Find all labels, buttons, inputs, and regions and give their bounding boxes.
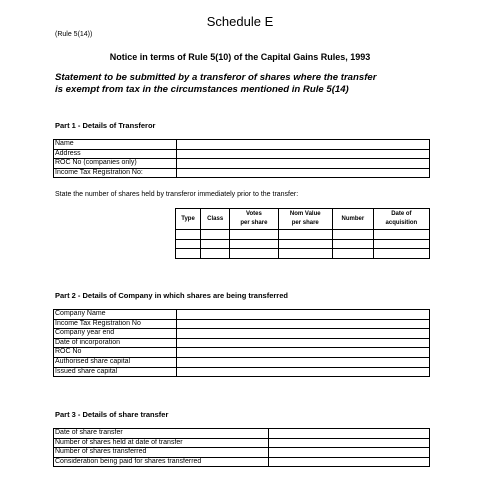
shares-column-header [176, 209, 201, 230]
column-header-line2: per share [240, 220, 268, 226]
shares-cell[interactable] [373, 249, 429, 259]
field-input[interactable] [177, 140, 430, 150]
column-header-line1: Type [181, 215, 195, 222]
shares-cell[interactable] [333, 239, 374, 249]
statement-text [55, 72, 455, 96]
field-label: Date of share transfer [54, 429, 269, 439]
shares-cell[interactable] [333, 249, 374, 259]
field-input[interactable] [177, 319, 430, 329]
shares-cell[interactable] [278, 249, 333, 259]
transfer-details-table [53, 428, 430, 467]
form-row [54, 448, 430, 458]
column-header-line1: Nom Value [289, 211, 321, 217]
shares-cell[interactable] [176, 230, 201, 240]
shares-column-header [333, 209, 374, 230]
shares-cell[interactable] [333, 230, 374, 240]
column-header-line1: Votes [245, 211, 262, 217]
shares-cell[interactable] [230, 239, 278, 249]
field-label: ROC No [54, 348, 177, 358]
rule-reference: (Rule 5(14)) [55, 31, 93, 38]
shares-cell[interactable] [176, 239, 201, 249]
shares-cell[interactable] [230, 230, 278, 240]
shares-cell[interactable] [176, 249, 201, 259]
shares-cell[interactable] [201, 249, 230, 259]
column-header-line2: acquisition [385, 220, 418, 226]
company-details-table [53, 309, 430, 377]
field-input[interactable] [177, 367, 430, 377]
field-label: Consideration being paid for shares transferred [54, 457, 269, 467]
form-row [54, 149, 430, 159]
form-row [54, 310, 430, 320]
field-input[interactable] [177, 159, 430, 169]
schedule-title: Schedule E [206, 14, 274, 29]
shares-column-header [201, 209, 230, 230]
shares-cell[interactable] [230, 249, 278, 259]
part3-heading: Part 3 - Details of share transfer [55, 410, 169, 419]
shares-cell[interactable] [373, 239, 429, 249]
field-input[interactable] [177, 310, 430, 320]
column-header-line2: per share [291, 220, 319, 226]
field-input[interactable] [269, 429, 430, 439]
field-input[interactable] [177, 348, 430, 358]
field-input[interactable] [177, 149, 430, 159]
column-header-line1: Number [341, 215, 365, 222]
shares-cell[interactable] [278, 230, 333, 240]
field-input[interactable] [177, 329, 430, 339]
field-input[interactable] [269, 457, 430, 467]
form-row [54, 159, 430, 169]
field-label: Address [54, 149, 177, 159]
shares-note: State the number of shares held by transferor immediately prior to the transfer: [55, 191, 299, 198]
shares-held-table [175, 208, 430, 259]
statement-line-1: Statement to be submitted by a transferor of shares where the transfer [55, 72, 377, 83]
shares-cell[interactable] [373, 230, 429, 240]
part2-heading: Part 2 - Details of Company in which shares are being transferred [55, 291, 288, 300]
shares-column-header [230, 209, 278, 230]
shares-row [176, 249, 430, 259]
form-row [54, 319, 430, 329]
form-row [54, 348, 430, 358]
shares-cell[interactable] [278, 239, 333, 249]
shares-row [176, 239, 430, 249]
field-label: Income Tax Registration No: [54, 168, 177, 178]
shares-column-header [278, 209, 333, 230]
shares-cell[interactable] [201, 239, 230, 249]
form-row [54, 438, 430, 448]
field-label: Number of shares transferred [54, 448, 269, 458]
shares-row [176, 230, 430, 240]
form-row [54, 357, 430, 367]
statement-line-2: is exempt from tax in the circumstances mentioned in Rule 5(14) [55, 84, 349, 95]
column-header-line1: Date of [391, 211, 412, 217]
field-input[interactable] [177, 168, 430, 178]
form-row [54, 168, 430, 178]
shares-column-header [373, 209, 429, 230]
part1-heading: Part 1 - Details of Transferor [55, 121, 156, 130]
form-row [54, 367, 430, 377]
field-label: Company Name [54, 310, 177, 320]
form-row [54, 338, 430, 348]
shares-cell[interactable] [201, 230, 230, 240]
field-input[interactable] [177, 338, 430, 348]
field-input[interactable] [269, 448, 430, 458]
field-label: Issued share capital [54, 367, 177, 377]
field-label: Date of incorporation [54, 338, 177, 348]
form-row [54, 457, 430, 467]
field-input[interactable] [177, 357, 430, 367]
form-row [54, 329, 430, 339]
transferor-details-table [53, 139, 430, 178]
notice-heading: Notice in terms of Rule 5(10) of the Capital Gains Rules, 1993 [109, 52, 371, 62]
field-label: ROC No (companies only) [54, 159, 177, 169]
column-header-line1: Class [207, 215, 224, 222]
form-row [54, 429, 430, 439]
field-label: Company year end [54, 329, 177, 339]
field-label: Number of shares held at date of transfer [54, 438, 269, 448]
form-row [54, 140, 430, 150]
field-label: Authorised share capital [54, 357, 177, 367]
field-label: Income Tax Registration No [54, 319, 177, 329]
field-label: Name [54, 140, 177, 150]
field-input[interactable] [269, 438, 430, 448]
